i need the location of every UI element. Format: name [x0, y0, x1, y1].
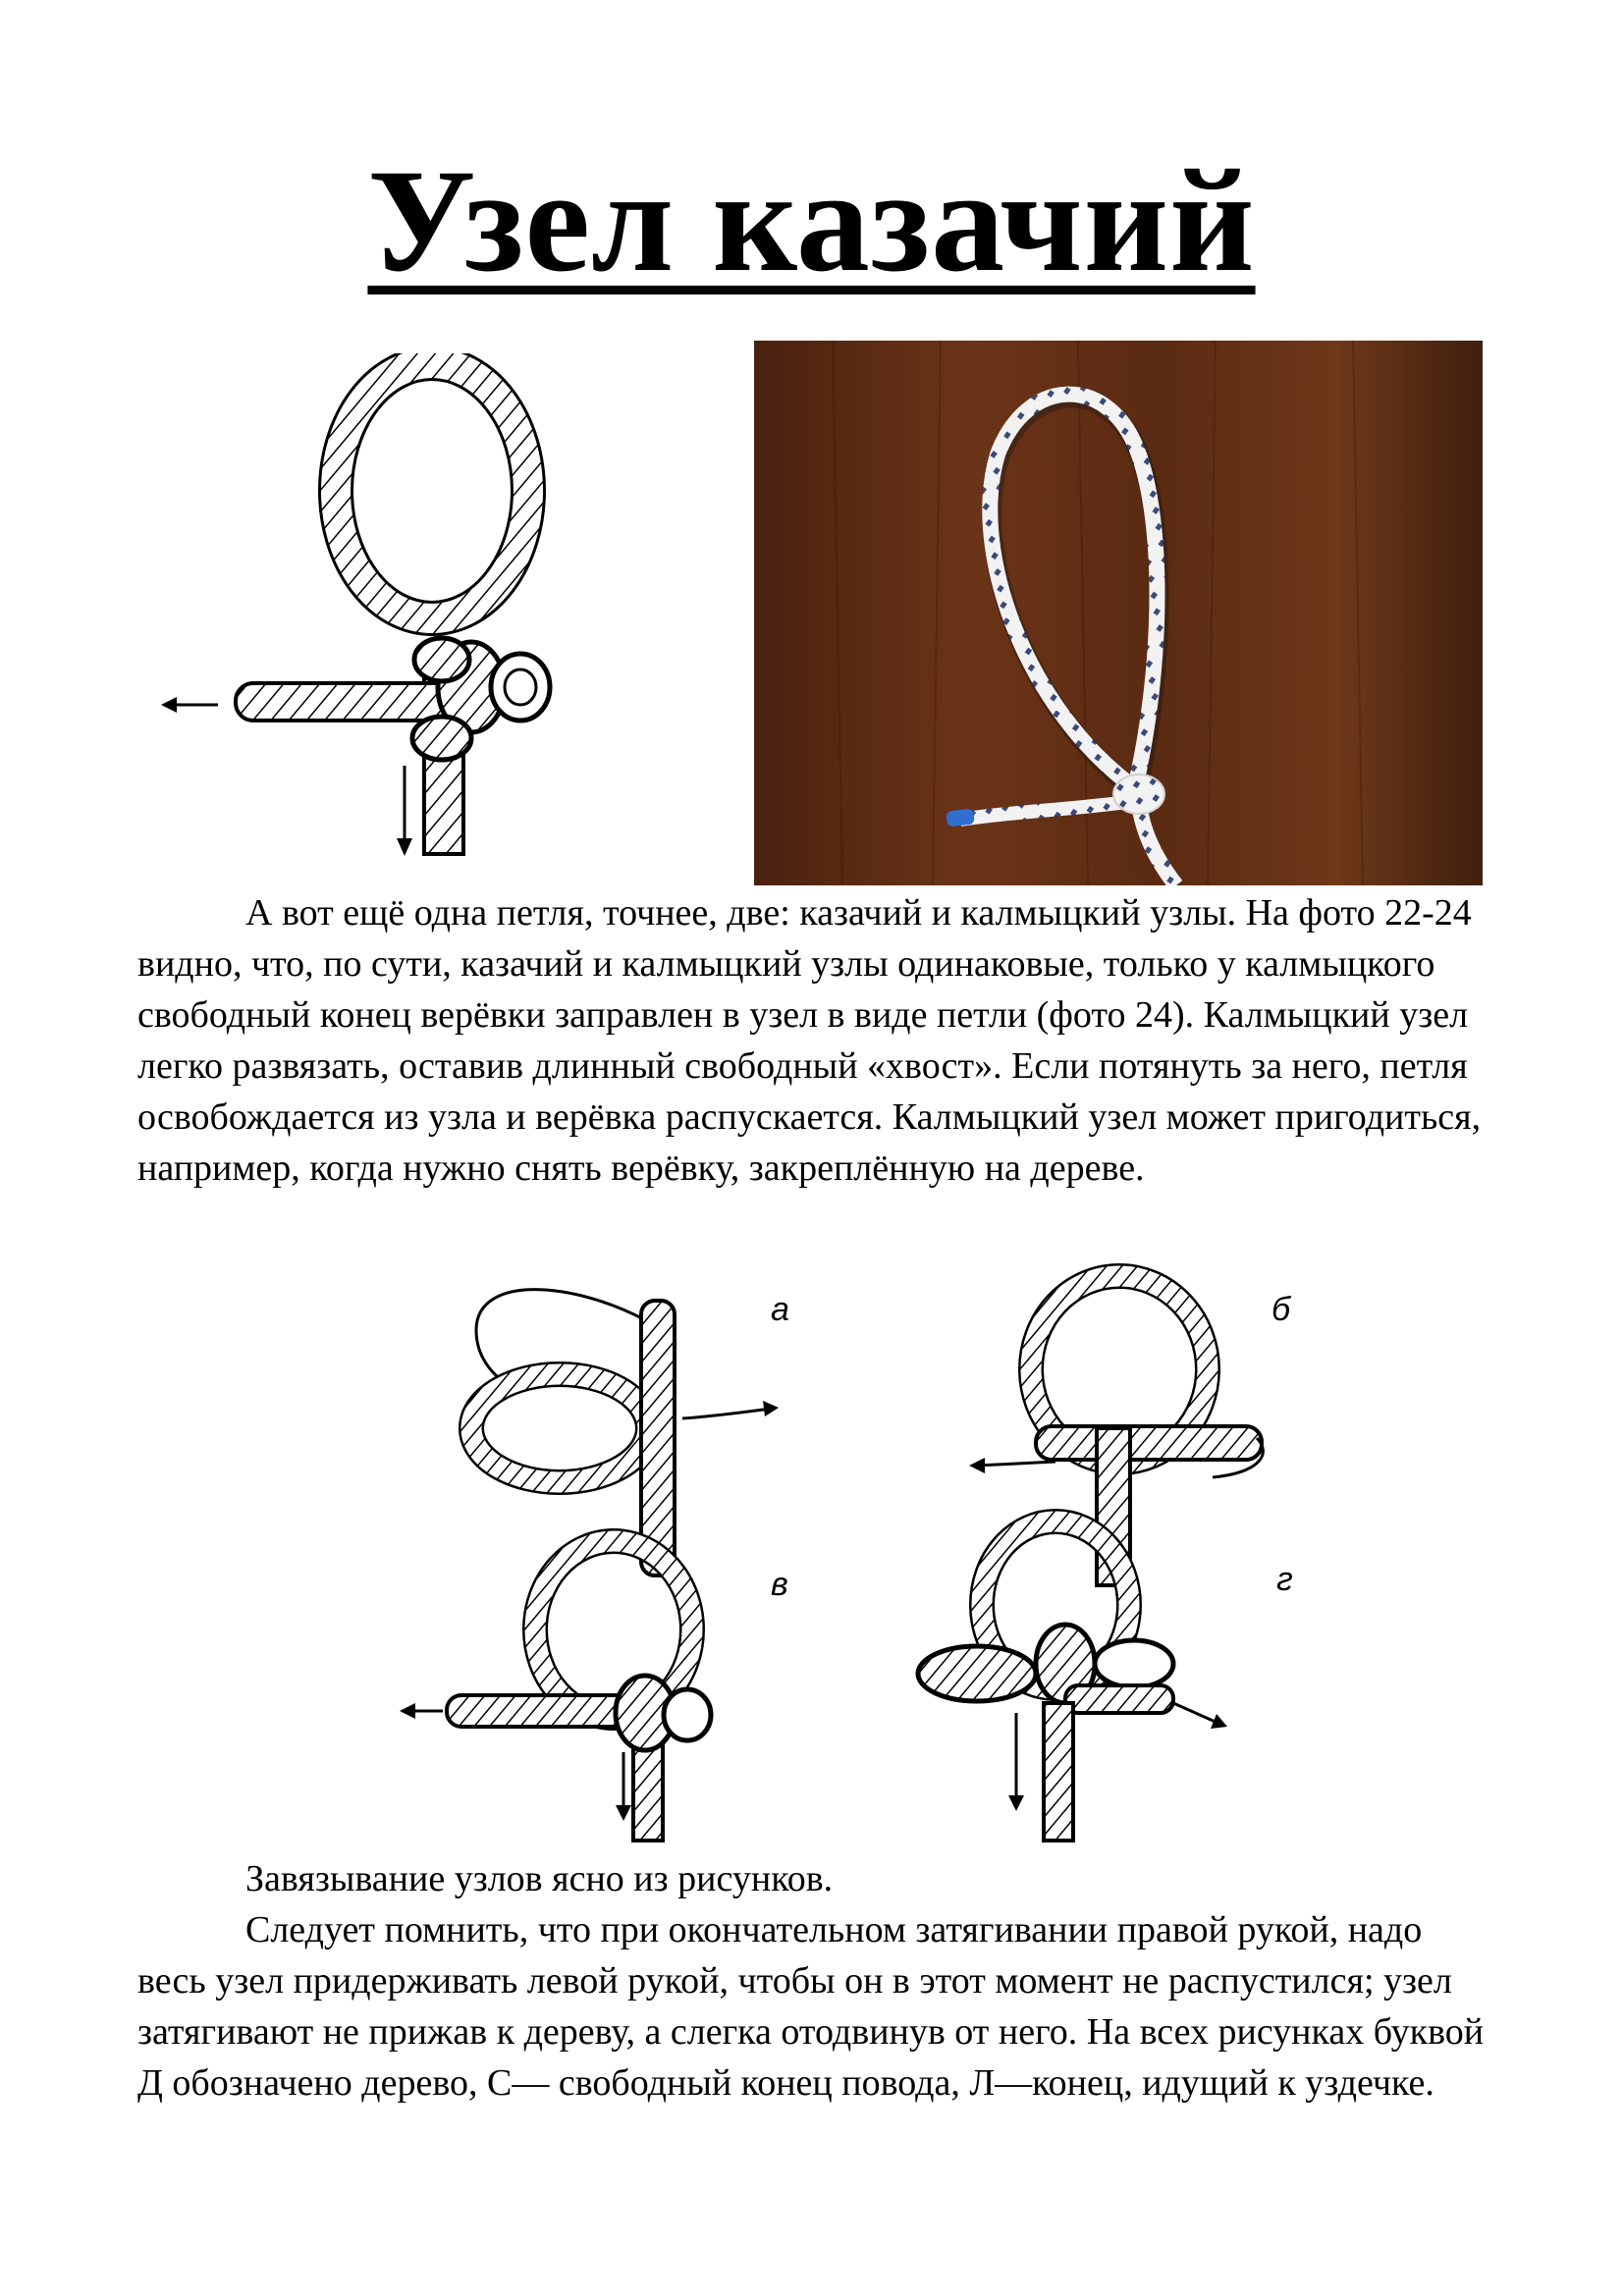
knot-photo: [754, 341, 1483, 885]
arrow-down-icon: [397, 766, 412, 856]
arrow-left-icon: [400, 1703, 415, 1719]
knot-drawing-main: [147, 353, 569, 883]
arrow-right-icon: [763, 1401, 779, 1416]
step-label-g: г: [1276, 1561, 1293, 1598]
instructions-paragraph: [137, 1904, 1492, 2109]
steps-caption-text: Завязывание узлов ясно из рисунков.: [245, 1858, 834, 1899]
arrow-down-icon: [1008, 1795, 1024, 1811]
instructions-paragraph-text: Следует помнить, что при окончательном затягивании правой рукой, надо весь узел придерживать левой рукой, чтобы он в этот момент не распустился; узел затягивают не прижав к дереву, а слегка отодвинув от него. На всех рисунках буквой Д обозначено дерево, С— свободный конец повода, Л—конец, идущий к уздечке.: [137, 1909, 1485, 2104]
page-title-text: Узел казачий: [367, 139, 1256, 302]
intro-paragraph-text: А вот ещё одна петля, точнее, две: казачий и калмыцкий узлы. На фото 22-24 видно, что, по сути, казачий и калмыцкий узлы одинаковые, только у калмыцкого свободный конец верёвки заправлен в узел в виде петли (фото 24). Калмыцкий узел легко развязать, оставив длинный свободный «хвост». Если потянуть за него, петля освобождается из узла и верёвка распускается. Калмыцкий узел может пригодиться, например, когда нужно снять верёвку, закреплённую на дереве.: [137, 892, 1482, 1189]
arrow-down-icon: [616, 1805, 631, 1821]
step-v-drawing: [400, 1541, 788, 1841]
arrow-left-icon: [969, 1458, 985, 1473]
step-label-b: б: [1271, 1291, 1291, 1328]
intro-paragraph: [137, 887, 1492, 1194]
step-label-v: в: [771, 1566, 788, 1603]
step-label-a: а: [771, 1291, 789, 1328]
knot-steps-figure: [388, 1242, 1345, 1850]
arrow-left-icon: [161, 697, 218, 713]
steps-caption: [137, 1853, 1492, 1904]
page-title: [0, 139, 1623, 302]
